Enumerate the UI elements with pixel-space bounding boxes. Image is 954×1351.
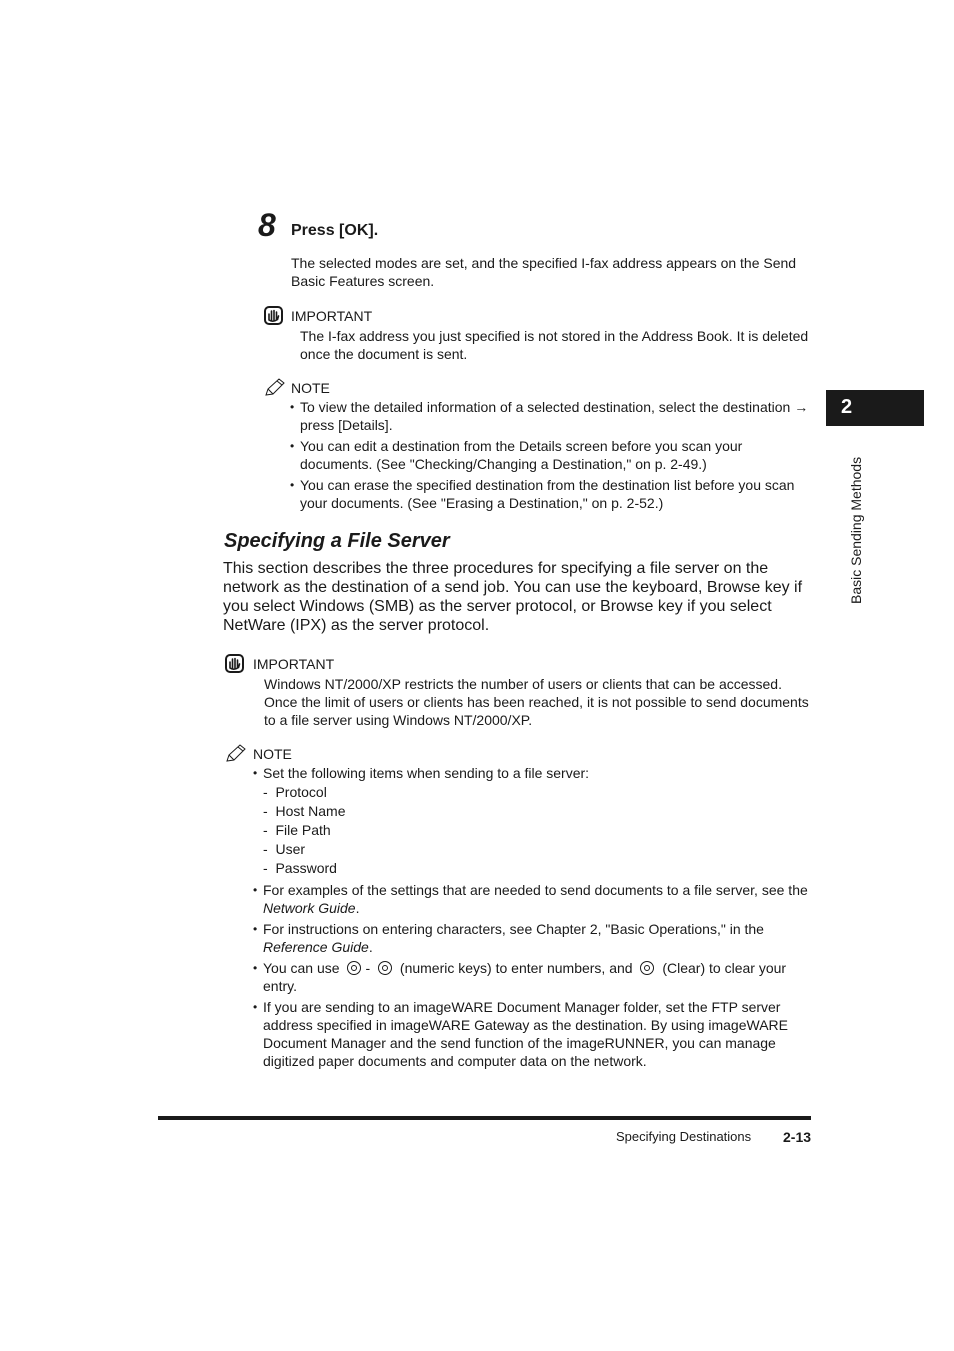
list-item <box>253 764 811 878</box>
chapter-title: Basic Sending Methods <box>848 456 864 604</box>
reference-title: Network Guide <box>263 900 356 916</box>
note-list <box>290 398 810 512</box>
important-label: IMPORTANT <box>253 656 335 672</box>
step-body: The selected modes are set, and the specified I-fax address appears on the Send Basic Features screen. <box>291 255 797 289</box>
sublist-item: - Password <box>263 860 337 876</box>
section-intro: This section describes the three procedures for specifying a file server on the network as the destination of a send job. You can use the keyboard, Browse key if you select Windows (SMB) as the server protocol, or Browse key if you select NetWare (IPX) as the server protocol. <box>223 560 803 634</box>
reference-title: Reference Guide <box>263 939 369 955</box>
note-pencil-icon <box>225 743 247 768</box>
step-number: 8 <box>258 207 276 243</box>
sublist-item: - Host Name <box>263 803 346 819</box>
note-label: NOTE <box>253 746 292 762</box>
important-hand-icon <box>225 654 244 673</box>
list-item: • For examples of the settings that are needed to send documents to a file server, see the Network Guide. <box>253 881 811 917</box>
footer-rule <box>158 1116 811 1120</box>
list-item: • You can erase the specified destination from the destination list before you scan your documents. (See "Erasing a Destination," on p. 2-52.) <box>290 476 810 512</box>
list-item-text: Set the following items when sending to a file server: <box>263 765 590 781</box>
chapter-tab <box>826 390 924 426</box>
chapter-number: 2 <box>841 396 853 418</box>
list-item: • You can use - (numeric keys) to enter numbers, and (Clear) to clear your entry. <box>253 959 811 995</box>
list-item: • If you are sending to an imageWARE Document Manager folder, set the FTP server address specified in imageWARE Gateway as the destination. By using imageWARE Document Manager and the send function of the imageRUNNER, you can manage digitized paper documents and computer data on the network. <box>253 998 811 1070</box>
numeric-key-zero-icon <box>347 961 361 975</box>
footer-section: Specifying Destinations <box>616 1129 752 1144</box>
note-pencil-icon <box>264 377 286 402</box>
list-item: • To view the detailed information of a selected destination, select the destination → press [Details]. <box>290 398 810 434</box>
note-label: NOTE <box>291 380 330 396</box>
note-list <box>253 764 811 1070</box>
sublist-item: - Protocol <box>263 784 327 800</box>
list-item: • For instructions on entering characters, see Chapter 2, "Basic Operations," in the Reference Guide. <box>253 920 811 956</box>
step-title: Press [OK]. <box>291 222 379 239</box>
important-hand-icon <box>264 306 283 325</box>
sublist-item: - User <box>263 841 306 857</box>
sublist <box>263 783 811 878</box>
important-text: Windows NT/2000/XP restricts the number of users or clients that can be accessed. Once the limit of users or clients has been reached, it is not possible to send documents to a file server using Windows NT/2000/XP. <box>264 676 809 728</box>
important-text: The I-fax address you just specified is not stored in the Address Book. It is deleted once the document is sent. <box>300 328 809 362</box>
numeric-key-nine-icon <box>378 961 392 975</box>
section-heading: Specifying a File Server <box>224 530 450 552</box>
list-item: • You can edit a destination from the Details screen before you scan your documents. (See "Checking/Changing a Destination," on p. 2-49.) <box>290 437 810 473</box>
sublist-item: - File Path <box>263 822 331 838</box>
clear-key-icon <box>640 961 654 975</box>
page-number: 2-13 <box>783 1129 812 1145</box>
important-label: IMPORTANT <box>291 308 373 324</box>
